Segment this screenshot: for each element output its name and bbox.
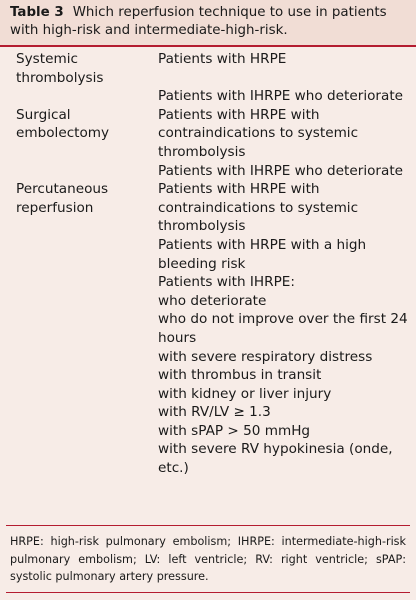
table-label: Table 3 [10,5,64,20]
row-spacer [158,69,408,88]
technique-cell: Percutaneous reperfusion [16,181,109,216]
indication-item: Patients with IHRPE who deteriorate [158,162,404,179]
table-row [16,180,408,478]
indication-item: Patients with IHRPE: [158,274,295,291]
indication-item: with severe respiratory distress [158,348,373,365]
indication-item: who do not improve over the first 24 hours [158,311,408,346]
indication-item: who deteriorate [158,292,267,309]
indication-item: Patients with HRPE with a high bleeding risk [158,236,367,272]
indication-cell [158,180,408,478]
indication-item: with kidney or liver injury [158,385,332,402]
table-footnote: HRPE: high-risk pulmonary embolism; IHRPE: intermediate-high-risk pulmonary embolism; LV: left ventricle; RV: right ventricle; sPAP: systolic pulmonary artery pressure. [10,535,406,584]
indication-item: Patients with HRPE with contraindications to systemic thrombolysis [158,106,359,160]
footnote-bottom-rule [6,592,410,593]
indication-cell [158,50,408,106]
table-title: Which reperfusion technique to use in patients with high-risk and intermediate-high-risk. [10,5,387,38]
indication-item: Patients with IHRPE who deteriorate [158,88,404,105]
indication-item: with thrombus in transit [158,367,322,384]
table-caption [0,0,416,47]
indication-item: with sPAP > 50 mmHg [158,422,311,439]
table-body [0,47,416,478]
indication-item: with severe RV hypokinesia (onde, etc.) [158,441,393,477]
table-row [16,106,408,180]
technique-cell: Surgical embolectomy [16,106,110,142]
technique-cell: Systemic thrombolysis [16,51,104,86]
indication-cell [158,106,408,180]
indication-item: with RV/LV ≥ 1.3 [158,404,271,421]
footnote-top-rule [6,525,410,526]
indication-item: Patients with HRPE [158,51,287,67]
table-row [16,50,408,106]
indication-item: Patients with HRPE with contraindications to systemic thrombolysis [158,181,359,235]
